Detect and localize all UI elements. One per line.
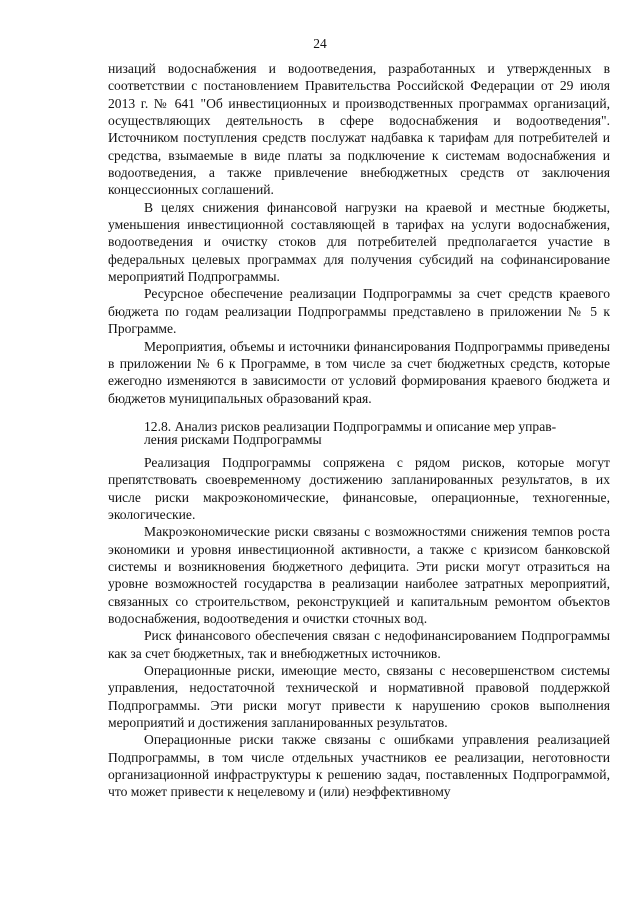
paragraph-operational-risks-management: Операционные риски также связаны с ошибками управления реализацией Подпрограммы, в том числе отдельных участников ее реализации, неготовности организационной инфраструктуры к решению задач, поставленных Подпрограммой, что может привести к нецелевому и (или) неэффективному [108,732,610,800]
paragraph-funding-sources: низаций водоснабжения и водоотведения, разработанных и утвержденных в соответствии с постановлением Правительства Российской Федерации от 29 июля 2013 г. № 641 "Об инвестиционных и производственных программах организаций, осуществляющих деятельность в сфере водоснабжения и водоотведения". Источником поступления средств послужат надбавка к тарифам для потребителей и средства, взымаемые в виде платы за подключение к системам водоснабжения и водоотведения, а также привлечение внебюджетных средств от заключения концессионных соглашений. [108,61,610,198]
paragraph-operational-risks: Операционные риски, имеющие место, связаны с несовершенством системы управления, недостаточной технической и нормативной правовой поддержкой Подпрограммы. Эти риски могут привести к нарушению сроков выполнения мероприятий и достижения запланированных результатов. [108,663,610,731]
section-heading-line2: ления рисками Подпрограммы [144,432,322,448]
paragraph-budget-load: В целях снижения финансовой нагрузки на краевой и местные бюджеты, уменьшения инвестиционной составляющей в тарифах на услуги водоснабжения, водоотведения и очистку стоков для потребителей предполагается участие в федеральных целевых программах для получения субсидий на софинансирование мероприятий Подпрограммы. [108,199,610,285]
paragraph-activities-financing: Мероприятия, объемы и источники финансирования Подпрограммы приведены в приложении № 6 к Программе, в том числе за счет бюджетных средств, которые ежегодно изменяются в зависимости от условий формирования краевого бюджета и бюджетов муниципальных образований края. [108,338,610,406]
section-heading-risk-analysis [108,420,610,447]
paragraph-financial-risk: Риск финансового обеспечения связан с недофинансированием Подпрограммы как за счет бюджетных, так и внебюджетных источников. [108,628,610,661]
paragraph-risks-overview: Реализация Подпрограммы сопряжена с рядом рисков, которые могут препятствовать своевременному достижению запланированных результатов, в их числе риски макроэкономические, финансовые, операционные, техногенные, экологические. [108,454,610,522]
page-number: 24 [313,36,327,51]
paragraph-resource-provision: Ресурсное обеспечение реализации Подпрограммы за счет средств краевого бюджета по годам реализации Подпрограммы представлено в приложении № 5 к Программе. [108,286,610,337]
paragraph-macroeconomic-risks: Макроэкономические риски связаны с возможностями снижения темпов роста экономики и уровня инвестиционной активности, а также с кризисом банковской системы и возникновения бюджетного дефицита. Эти риски могут отразиться на уровне возможностей государства в реализации наиболее затратных мероприятий, связанных со строительством, реконструкцией и капитальным ремонтом объектов водоснабжения, водоотведения и очистки сточных вод. [108,524,610,626]
section-heading-line1: 12.8. Анализ рисков реализации Подпрограммы и описание мер управ- [144,418,557,434]
document-body [108,60,610,801]
